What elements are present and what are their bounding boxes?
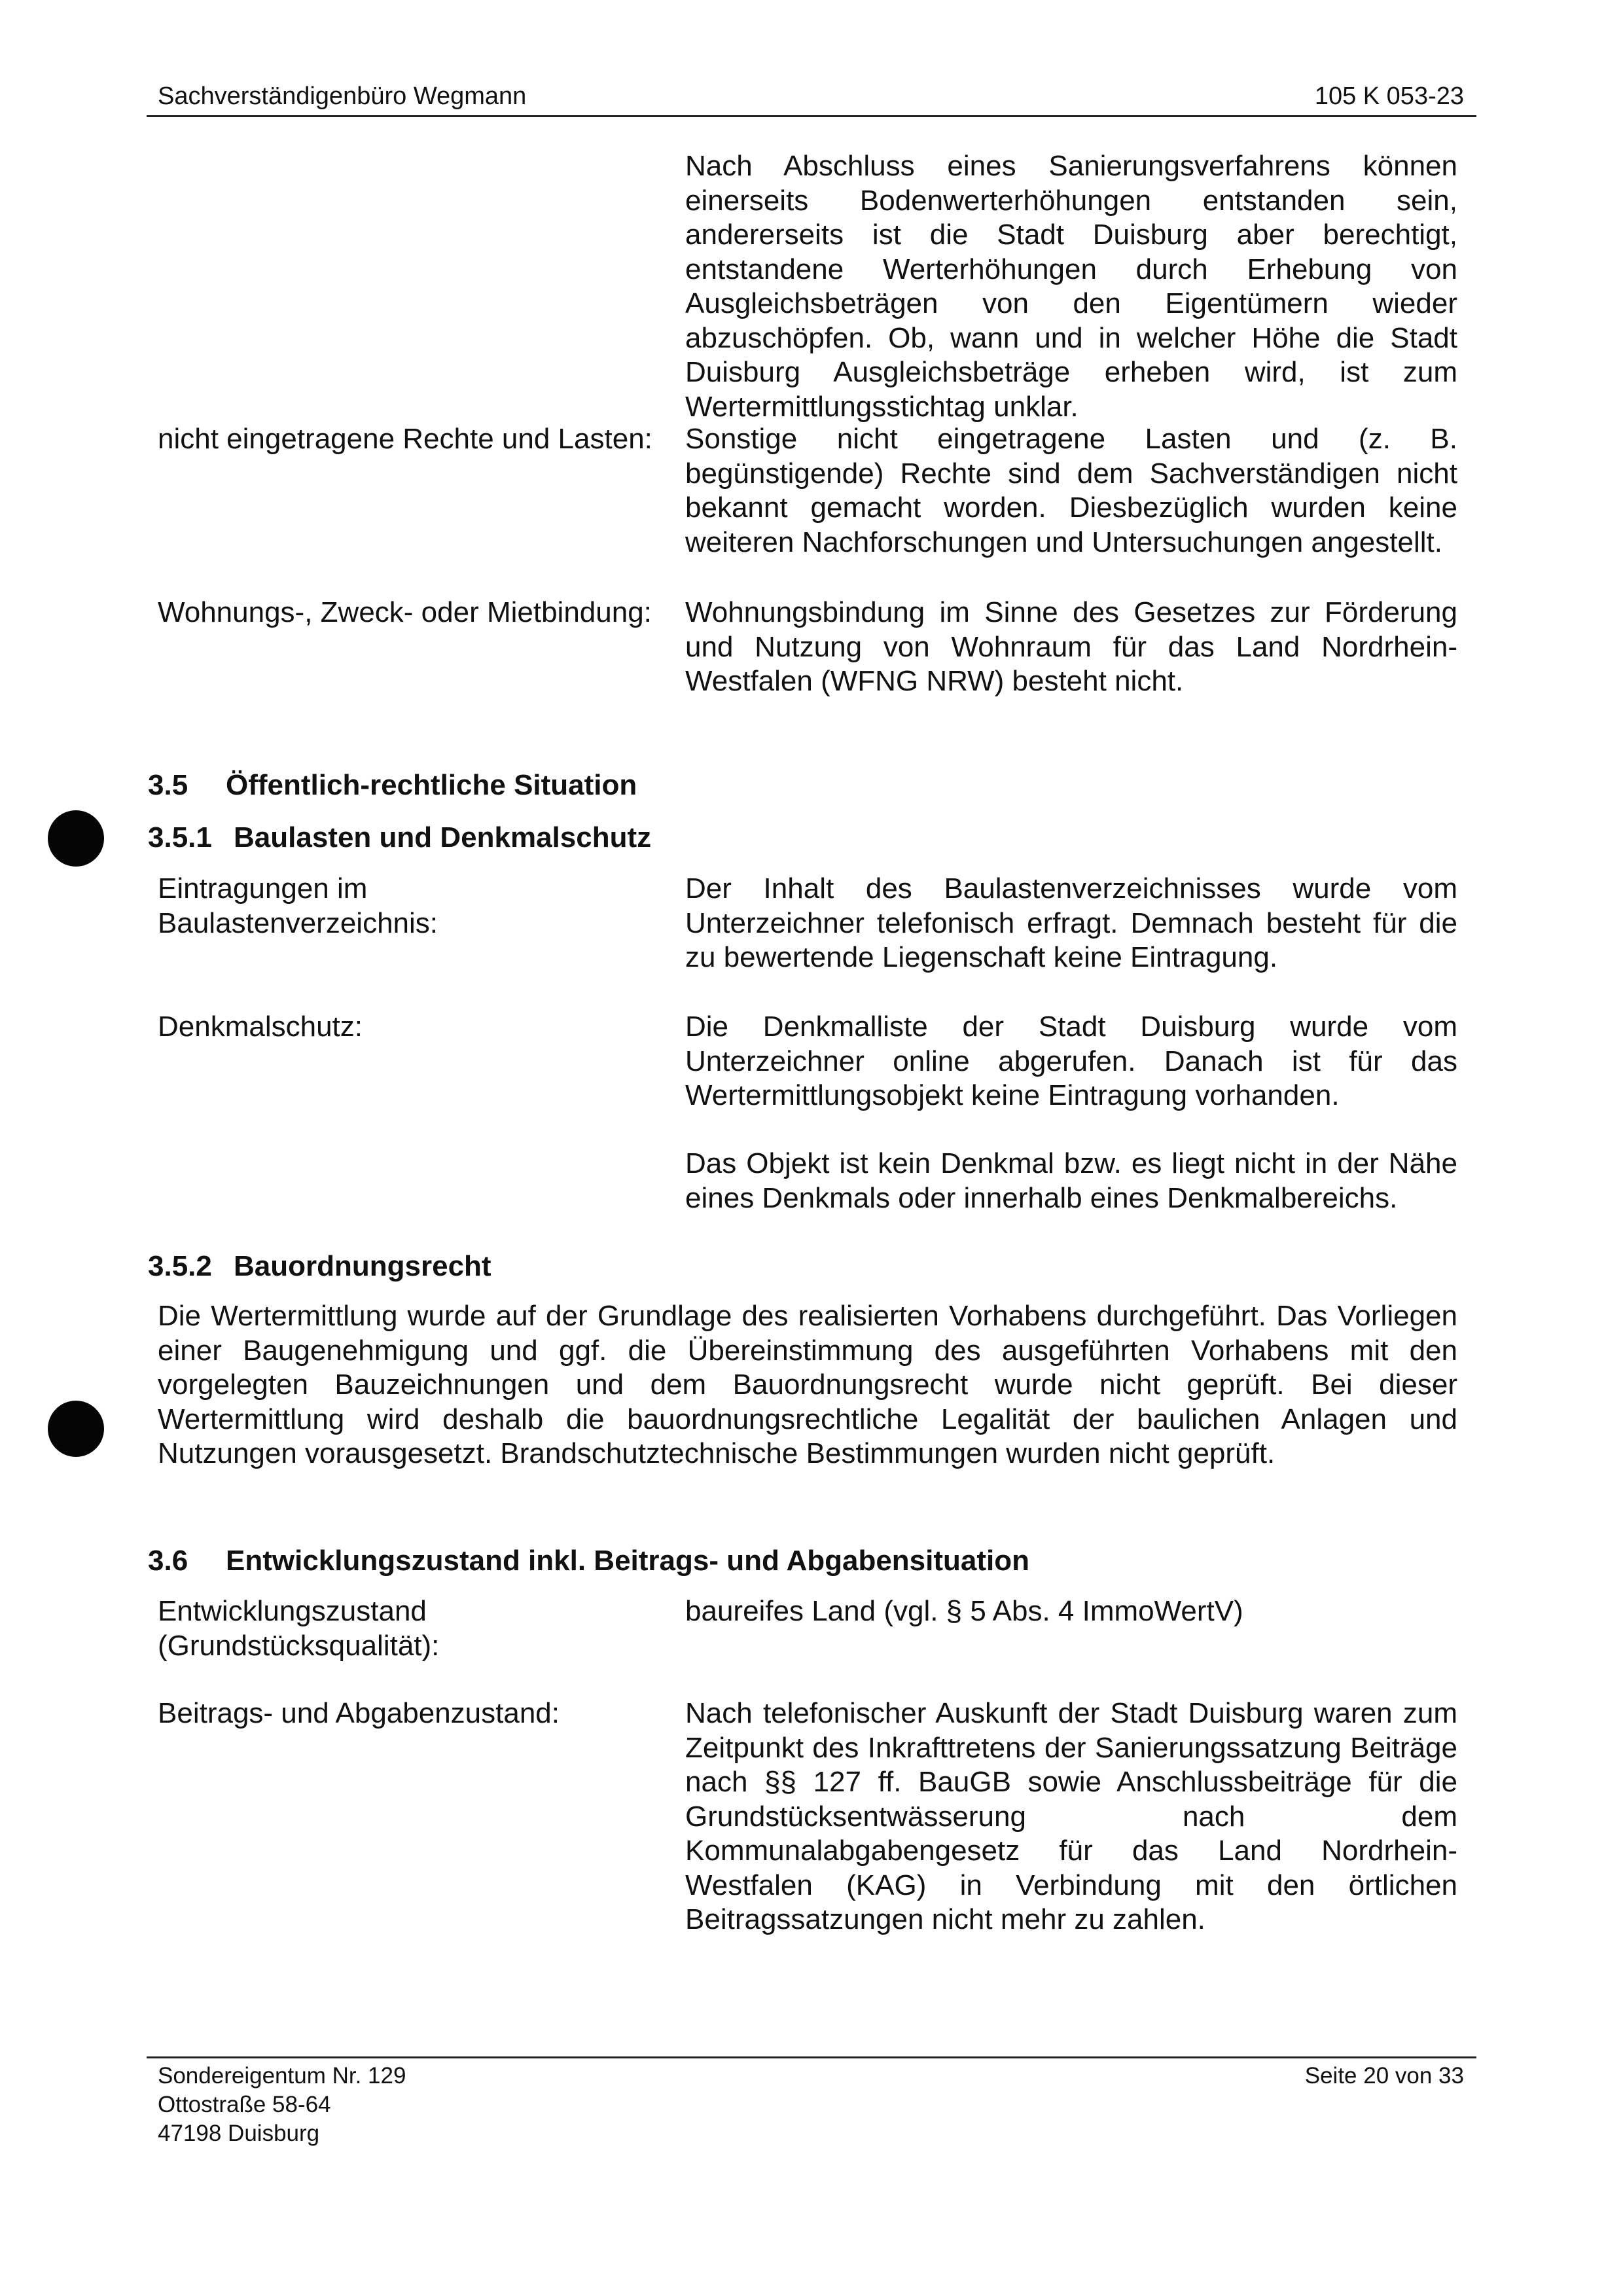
footer-line-3: 47198 Duisburg [158,2121,320,2146]
label-entwicklungszustand: Entwicklungszustand (Grundstücksqualität): [158,1595,440,1662]
section-3-5-2-title: Bauordnungsrecht [234,1250,491,1282]
footer-address [158,2062,406,2148]
header-file-number: 105 K 053-23 [1314,82,1464,110]
label-rechte-lasten: nicht eingetragene Rechte und Lasten: [158,423,652,455]
footer-line-1: Sondereigentum Nr. 129 [158,2063,406,2089]
header-office: Sachverständigenbüro Wegmann [158,82,527,110]
footer-rule [147,2056,1476,2058]
text-baulasten: Der Inhalt des Baulastenverzeichnisses wurde vom Unterzeichner telefonisch erfragt. Demnach besteht für die zu bewertende Liegenschaft keine Eintragung. [685,872,1457,973]
section-3-5-title: Öffentlich-rechtliche Situation [226,769,637,801]
label-abgabenzustand: Beitrags- und Abgabenzustand: [158,1697,560,1729]
section-3-6-title: Entwicklungszustand inkl. Beitrags- und Abgabensituation [226,1545,1030,1577]
punch-hole-bottom [48,1401,104,1457]
text-denkmalschutz: Die Denkmalliste der Stadt Duisburg wurde vom Unterzeichner online abgerufen. Danach ist für das Wertermittlungsobjekt keine Eintragung vorhanden. [685,1011,1457,1111]
label-denkmalschutz: Denkmalschutz: [158,1011,363,1043]
label-baulasten: Eintragungen im Baulastenverzeichnis: [158,872,438,939]
section-3-6-number: 3.6 [148,1545,188,1577]
section-3-5-1-number: 3.5.1 [148,821,212,853]
section-3-5-1-title: Baulasten und Denkmalschutz [234,821,652,853]
text-rechte-lasten: Sonstige nicht eingetragene Lasten und (z. B. begünstigende) Rechte sind dem Sachverständigen nicht bekannt gemacht worden. Diesbezüglich wurden keine weiteren Nachforschungen und Untersuchungen angestellt. [685,423,1457,558]
footer-page-number: Seite 20 von 33 [1304,2063,1464,2089]
text-entwicklungszustand: baureifes Land (vgl. § 5 Abs. 4 ImmoWertV) [685,1595,1243,1627]
text-abgabenzustand: Nach telefonischer Auskunft der Stadt Duisburg waren zum Zeitpunkt des Inkrafttretens der Sanierungssatzung Beiträge nach §§ 127 ff. BauGB sowie Anschlussbeiträge für die Grundstücksentwässerung nach dem Kommunalabgabengesetz für das Land Nordrhein-Westfalen (KAG) in Verbindung mit den örtlichen Beitragssatzungen nicht mehr zu zahlen. [685,1697,1457,1935]
header-rule [147,115,1476,117]
intro-paragraph: Nach Abschluss eines Sanierungsverfahrens können einerseits Bodenwerterhöhungen entstanden sein, andererseits ist die Stadt Duisburg aber berechtigt, entstandene Werterhöhungen durch Erhebung von Ausgleichsbeträgen von den Eigentümern wieder abzuschöpfen. Ob, wann und in welcher Höhe die Stadt Duisburg Ausgleichsbeträge erheben wird, ist zum Wertermittlungsstichtag unklar. [685,150,1457,423]
section-3-5-number: 3.5 [148,769,188,801]
footer-line-2: Ottostraße 58-64 [158,2092,331,2117]
section-3-5-2-number: 3.5.2 [148,1250,212,1282]
bauordnungsrecht-paragraph: Die Wertermittlung wurde auf der Grundlage des realisierten Vorhabens durchgeführt. Das Vorliegen einer Baugenehmigung und ggf. die Übereinstimmung des ausgeführten Vorhabens mit den vorgelegten Bauzeichnungen und dem Bauordnungsrecht wurde nicht geprüft. Bei dieser Wertermittlung wird deshalb die bauordnungsrechtliche Legalität der baulichen Anlagen und Nutzungen vorausgesetzt. Brandschutztechnische Bestimmungen wurden nicht geprüft. [158,1300,1457,1469]
label-mietbindung: Wohnungs-, Zweck- oder Mietbindung: [158,596,652,628]
text-mietbindung: Wohnungsbindung im Sinne des Gesetzes zur Förderung und Nutzung von Wohnraum für das Land Nordrhein-Westfalen (WFNG NRW) besteht nicht. [685,596,1457,697]
text-denkmalschutz-2: Das Objekt ist kein Denkmal bzw. es liegt nicht in der Nähe eines Denkmals oder innerhalb eines Denkmalbereichs. [685,1147,1457,1214]
punch-hole-top [48,810,104,867]
